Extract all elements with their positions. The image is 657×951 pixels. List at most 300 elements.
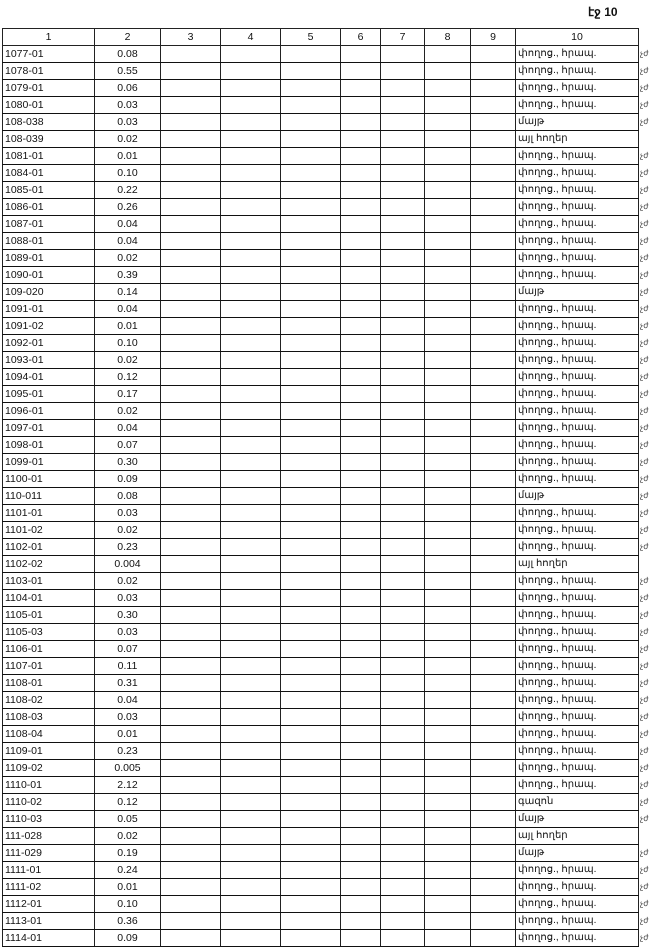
land-type: փողոց., հրապ.: [516, 590, 639, 607]
table-row: [3, 335, 639, 352]
empty-cell: [281, 403, 341, 420]
empty-cell: [425, 641, 471, 658]
land-type: փողոց., հրապ.: [516, 233, 639, 250]
margin-mark: [640, 555, 657, 572]
empty-cell: [471, 879, 516, 896]
table-row: [3, 233, 639, 250]
empty-cell: [381, 624, 425, 641]
area-value: 0.23: [95, 743, 161, 760]
empty-cell: [161, 284, 221, 301]
area-value: 0.24: [95, 862, 161, 879]
area-value: 0.03: [95, 590, 161, 607]
land-type: փողոց., հրապ.: [516, 726, 639, 743]
empty-cell: [221, 658, 281, 675]
empty-cell: [341, 233, 381, 250]
table-row: [3, 505, 639, 522]
area-value: 0.04: [95, 420, 161, 437]
area-value: 0.10: [95, 335, 161, 352]
table-row: [3, 539, 639, 556]
empty-cell: [161, 658, 221, 675]
parcel-code: 1113-01: [3, 913, 95, 930]
empty-cell: [425, 828, 471, 845]
empty-cell: [341, 80, 381, 97]
empty-cell: [281, 913, 341, 930]
empty-cell: [341, 437, 381, 454]
empty-cell: [221, 216, 281, 233]
empty-cell: [425, 216, 471, 233]
table-row: [3, 743, 639, 760]
land-type: փողոց., հրապ.: [516, 658, 639, 675]
empty-cell: [221, 80, 281, 97]
parcel-code: 1111-01: [3, 862, 95, 879]
empty-cell: [221, 777, 281, 794]
parcel-code: 1109-01: [3, 743, 95, 760]
land-type: փողոց., հրապ.: [516, 777, 639, 794]
empty-cell: [221, 828, 281, 845]
land-type: փողոց., հրապ.: [516, 63, 639, 80]
table-row: [3, 46, 639, 63]
empty-cell: [281, 828, 341, 845]
empty-cell: [161, 216, 221, 233]
empty-cell: [221, 63, 281, 80]
margin-mark: չժ: [640, 49, 649, 58]
parcel-code: 1087-01: [3, 216, 95, 233]
area-value: 0.005: [95, 760, 161, 777]
empty-cell: [471, 930, 516, 947]
empty-cell: [425, 930, 471, 947]
empty-cell: [281, 726, 341, 743]
empty-cell: [221, 879, 281, 896]
empty-cell: [221, 437, 281, 454]
empty-cell: [381, 148, 425, 165]
column-header-8: 8: [425, 29, 471, 46]
land-type: մայթ: [516, 114, 639, 131]
empty-cell: [471, 352, 516, 369]
area-value: 0.02: [95, 352, 161, 369]
parcel-code: 1086-01: [3, 199, 95, 216]
empty-cell: [425, 794, 471, 811]
parcel-code: 1100-01: [3, 471, 95, 488]
empty-cell: [471, 896, 516, 913]
margin-mark: չժ: [640, 236, 649, 245]
empty-cell: [161, 165, 221, 182]
parcel-code: 1084-01: [3, 165, 95, 182]
area-value: 0.03: [95, 624, 161, 641]
empty-cell: [281, 216, 341, 233]
margin-mark: չժ: [640, 117, 649, 126]
empty-cell: [161, 335, 221, 352]
empty-cell: [425, 624, 471, 641]
table-row: [3, 658, 639, 675]
empty-cell: [221, 233, 281, 250]
empty-cell: [471, 46, 516, 63]
empty-cell: [471, 301, 516, 318]
empty-cell: [341, 46, 381, 63]
land-type: այլ հողեր: [516, 131, 639, 148]
empty-cell: [341, 930, 381, 947]
empty-cell: [161, 709, 221, 726]
margin-mark: չժ: [640, 253, 649, 262]
empty-cell: [425, 879, 471, 896]
empty-cell: [341, 743, 381, 760]
empty-cell: [381, 896, 425, 913]
empty-cell: [281, 63, 341, 80]
empty-cell: [161, 386, 221, 403]
empty-cell: [425, 369, 471, 386]
column-header-4: 4: [221, 29, 281, 46]
empty-cell: [281, 845, 341, 862]
empty-cell: [471, 726, 516, 743]
empty-cell: [281, 182, 341, 199]
area-value: 0.02: [95, 131, 161, 148]
table-row: [3, 386, 639, 403]
parcel-code: 1108-04: [3, 726, 95, 743]
empty-cell: [381, 471, 425, 488]
margin-mark: չժ: [640, 627, 649, 636]
parcel-code: 1110-02: [3, 794, 95, 811]
empty-cell: [425, 437, 471, 454]
empty-cell: [221, 522, 281, 539]
empty-cell: [281, 692, 341, 709]
land-type: փողոց., հրապ.: [516, 471, 639, 488]
land-type: փողոց., հրապ.: [516, 80, 639, 97]
empty-cell: [161, 352, 221, 369]
empty-cell: [381, 607, 425, 624]
empty-cell: [381, 726, 425, 743]
empty-cell: [381, 97, 425, 114]
empty-cell: [425, 63, 471, 80]
empty-cell: [161, 148, 221, 165]
land-type: փողոց., հրապ.: [516, 573, 639, 590]
empty-cell: [341, 369, 381, 386]
parcel-code: 1097-01: [3, 420, 95, 437]
parcel-code: 1077-01: [3, 46, 95, 63]
table-row: [3, 267, 639, 284]
parcel-code: 1103-01: [3, 573, 95, 590]
margin-mark: չժ: [640, 882, 649, 891]
empty-cell: [425, 267, 471, 284]
land-type: փողոց., հրապ.: [516, 760, 639, 777]
area-value: 0.02: [95, 250, 161, 267]
land-type: փողոց., հրապ.: [516, 692, 639, 709]
table-row: [3, 879, 639, 896]
area-value: 0.09: [95, 930, 161, 947]
area-value: 0.39: [95, 267, 161, 284]
empty-cell: [425, 522, 471, 539]
empty-cell: [341, 471, 381, 488]
margin-mark: չժ: [640, 338, 649, 347]
empty-cell: [161, 488, 221, 505]
empty-cell: [221, 709, 281, 726]
empty-cell: [381, 862, 425, 879]
empty-cell: [161, 539, 221, 556]
land-type: փողոց., հրապ.: [516, 641, 639, 658]
empty-cell: [341, 488, 381, 505]
table-row: [3, 471, 639, 488]
empty-cell: [425, 777, 471, 794]
table-row: [3, 675, 639, 692]
empty-cell: [425, 420, 471, 437]
page-number: էջ 10: [588, 5, 618, 19]
empty-cell: [341, 794, 381, 811]
empty-cell: [161, 692, 221, 709]
empty-cell: [341, 777, 381, 794]
empty-cell: [381, 335, 425, 352]
margin-mark: չժ: [640, 865, 649, 874]
empty-cell: [471, 692, 516, 709]
area-value: 0.06: [95, 80, 161, 97]
empty-cell: [381, 794, 425, 811]
margin-mark: չժ: [640, 168, 649, 177]
margin-mark: չժ: [640, 304, 649, 313]
empty-cell: [425, 250, 471, 267]
empty-cell: [341, 607, 381, 624]
margin-mark: [640, 827, 657, 844]
land-type: փողոց., հրապ.: [516, 403, 639, 420]
empty-cell: [221, 488, 281, 505]
empty-cell: [425, 148, 471, 165]
margin-mark: չժ: [640, 185, 649, 194]
parcel-code: 1093-01: [3, 352, 95, 369]
table-row: [3, 403, 639, 420]
empty-cell: [221, 573, 281, 590]
margin-mark: չժ: [640, 525, 649, 534]
empty-cell: [281, 301, 341, 318]
area-value: 0.17: [95, 386, 161, 403]
area-value: 0.09: [95, 471, 161, 488]
empty-cell: [221, 182, 281, 199]
area-value: 0.03: [95, 709, 161, 726]
empty-cell: [341, 760, 381, 777]
empty-cell: [425, 386, 471, 403]
empty-cell: [281, 590, 341, 607]
area-value: 0.02: [95, 573, 161, 590]
empty-cell: [471, 539, 516, 556]
empty-cell: [425, 403, 471, 420]
empty-cell: [341, 216, 381, 233]
parcel-code: 1108-02: [3, 692, 95, 709]
empty-cell: [161, 114, 221, 131]
empty-cell: [281, 641, 341, 658]
land-type: փողոց., հրապ.: [516, 437, 639, 454]
parcel-code: 1105-01: [3, 607, 95, 624]
empty-cell: [161, 930, 221, 947]
empty-cell: [471, 828, 516, 845]
table-row: [3, 777, 639, 794]
parcel-code: 1110-03: [3, 811, 95, 828]
land-type: այլ հողեր: [516, 556, 639, 573]
empty-cell: [381, 811, 425, 828]
empty-cell: [381, 369, 425, 386]
empty-cell: [281, 777, 341, 794]
land-type: փողոց., հրապ.: [516, 335, 639, 352]
empty-cell: [425, 471, 471, 488]
empty-cell: [471, 403, 516, 420]
empty-cell: [381, 250, 425, 267]
table-row: [3, 97, 639, 114]
table-row: [3, 913, 639, 930]
empty-cell: [281, 879, 341, 896]
empty-cell: [221, 590, 281, 607]
margin-mark: չժ: [640, 508, 649, 517]
empty-cell: [281, 267, 341, 284]
area-value: 0.36: [95, 913, 161, 930]
empty-cell: [425, 607, 471, 624]
empty-cell: [425, 658, 471, 675]
empty-cell: [221, 539, 281, 556]
empty-cell: [471, 862, 516, 879]
empty-cell: [425, 488, 471, 505]
area-value: 0.23: [95, 539, 161, 556]
land-type: փողոց., հրապ.: [516, 930, 639, 947]
parcel-code: 1085-01: [3, 182, 95, 199]
empty-cell: [281, 131, 341, 148]
empty-cell: [471, 641, 516, 658]
column-header-1: 1: [3, 29, 95, 46]
table-row: [3, 437, 639, 454]
empty-cell: [161, 97, 221, 114]
margin-mark: չժ: [640, 814, 649, 823]
table-row: [3, 522, 639, 539]
land-type: փողոց., հրապ.: [516, 97, 639, 114]
land-type: փողոց., հրապ.: [516, 896, 639, 913]
empty-cell: [381, 114, 425, 131]
empty-cell: [471, 607, 516, 624]
empty-cell: [161, 250, 221, 267]
margin-mark: չժ: [640, 321, 649, 330]
empty-cell: [341, 454, 381, 471]
empty-cell: [341, 573, 381, 590]
empty-cell: [161, 726, 221, 743]
empty-cell: [281, 794, 341, 811]
empty-cell: [341, 63, 381, 80]
empty-cell: [281, 556, 341, 573]
margin-mark: չժ: [640, 542, 649, 551]
empty-cell: [221, 896, 281, 913]
empty-cell: [425, 811, 471, 828]
empty-cell: [425, 760, 471, 777]
empty-cell: [381, 165, 425, 182]
empty-cell: [221, 46, 281, 63]
empty-cell: [221, 641, 281, 658]
empty-cell: [471, 522, 516, 539]
empty-cell: [381, 777, 425, 794]
margin-mark: չժ: [640, 83, 649, 92]
empty-cell: [471, 182, 516, 199]
empty-cell: [425, 556, 471, 573]
empty-cell: [341, 675, 381, 692]
empty-cell: [381, 573, 425, 590]
empty-cell: [221, 131, 281, 148]
margin-mark: չժ: [640, 848, 649, 857]
empty-cell: [161, 811, 221, 828]
empty-cell: [341, 97, 381, 114]
empty-cell: [161, 80, 221, 97]
empty-cell: [221, 505, 281, 522]
table-row: [3, 199, 639, 216]
margin-mark: չժ: [640, 389, 649, 398]
empty-cell: [341, 131, 381, 148]
empty-cell: [381, 352, 425, 369]
empty-cell: [425, 675, 471, 692]
empty-cell: [381, 539, 425, 556]
empty-cell: [341, 896, 381, 913]
margin-mark: չժ: [640, 712, 649, 721]
empty-cell: [281, 624, 341, 641]
margin-mark: չժ: [640, 916, 649, 925]
margin-mark: չժ: [640, 457, 649, 466]
empty-cell: [381, 879, 425, 896]
empty-cell: [381, 267, 425, 284]
area-value: 0.004: [95, 556, 161, 573]
empty-cell: [471, 777, 516, 794]
table-row: [3, 318, 639, 335]
area-value: 0.31: [95, 675, 161, 692]
empty-cell: [221, 165, 281, 182]
table-row: [3, 709, 639, 726]
parcel-code: 1095-01: [3, 386, 95, 403]
empty-cell: [221, 624, 281, 641]
empty-cell: [341, 284, 381, 301]
empty-cell: [281, 573, 341, 590]
empty-cell: [425, 182, 471, 199]
column-header-2: 2: [95, 29, 161, 46]
margin-mark: չժ: [640, 287, 649, 296]
parcel-code: 108-039: [3, 131, 95, 148]
empty-cell: [281, 318, 341, 335]
table-row: [3, 760, 639, 777]
empty-cell: [281, 233, 341, 250]
table-row: [3, 165, 639, 182]
empty-cell: [381, 301, 425, 318]
land-type: փողոց., հրապ.: [516, 369, 639, 386]
empty-cell: [381, 199, 425, 216]
empty-cell: [381, 590, 425, 607]
parcel-code: 1108-01: [3, 675, 95, 692]
empty-cell: [161, 624, 221, 641]
empty-cell: [471, 794, 516, 811]
empty-cell: [281, 284, 341, 301]
table-row: [3, 573, 639, 590]
empty-cell: [381, 556, 425, 573]
empty-cell: [281, 522, 341, 539]
empty-cell: [425, 692, 471, 709]
parcel-code: 1092-01: [3, 335, 95, 352]
empty-cell: [221, 318, 281, 335]
empty-cell: [161, 896, 221, 913]
land-type: փողոց., հրապ.: [516, 862, 639, 879]
empty-cell: [425, 80, 471, 97]
margin-mark: չժ: [640, 695, 649, 704]
empty-cell: [381, 522, 425, 539]
table-row: [3, 896, 639, 913]
margin-mark: չժ: [640, 423, 649, 432]
empty-cell: [425, 46, 471, 63]
empty-cell: [425, 505, 471, 522]
empty-cell: [381, 828, 425, 845]
empty-cell: [425, 573, 471, 590]
empty-cell: [471, 743, 516, 760]
empty-cell: [221, 420, 281, 437]
empty-cell: [161, 828, 221, 845]
margin-mark: չժ: [640, 797, 649, 806]
area-value: 0.14: [95, 284, 161, 301]
empty-cell: [471, 624, 516, 641]
empty-cell: [161, 505, 221, 522]
land-type: փողոց., հրապ.: [516, 624, 639, 641]
empty-cell: [381, 913, 425, 930]
empty-cell: [341, 505, 381, 522]
